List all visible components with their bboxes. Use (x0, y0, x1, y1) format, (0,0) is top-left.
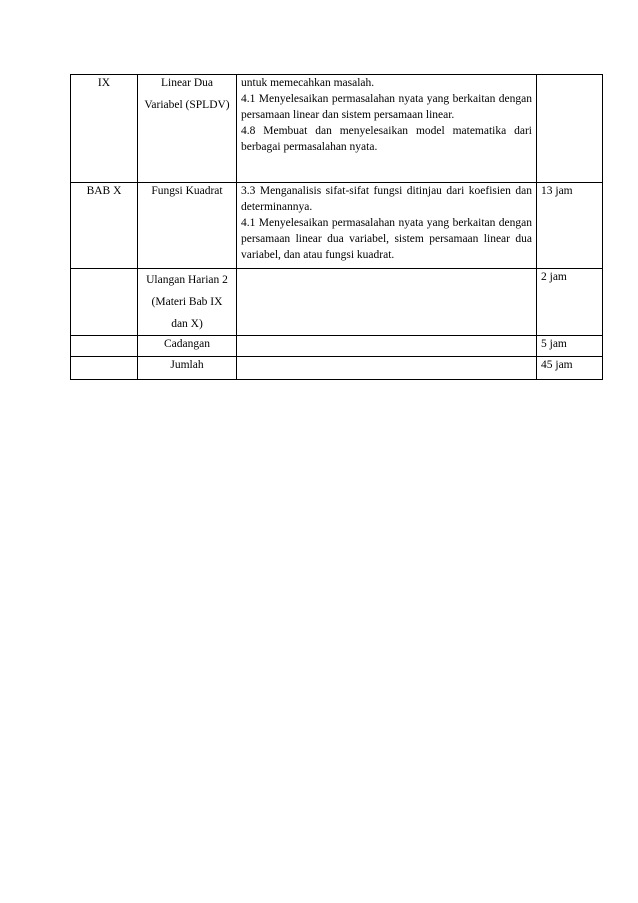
bab-label: BAB X (86, 185, 122, 197)
waktu-cell (537, 269, 603, 336)
bab-cell (71, 336, 138, 357)
table-row (71, 75, 603, 183)
materi-line: Fungsi Kuadrat (151, 185, 223, 197)
bab-cell (71, 75, 138, 183)
materi-line: (Materi Bab IX (151, 296, 223, 308)
bab-cell (71, 357, 138, 380)
materi-line: Cadangan (164, 338, 210, 350)
waktu-value: 13 jam (541, 185, 573, 197)
kd-cell (237, 269, 537, 336)
table-row (71, 183, 603, 269)
kd-paragraph: 4.8 Membuat dan menyelesaikan model matematika dari berbagai permasalahan nyata. (241, 125, 532, 153)
materi-cell (138, 336, 237, 357)
bab-cell (71, 269, 138, 336)
bab-label: IX (97, 77, 111, 89)
kd-cell (237, 336, 537, 357)
syllabus-table (70, 74, 603, 380)
table-row (71, 269, 603, 336)
kd-cell (237, 357, 537, 380)
materi-cell (138, 183, 237, 269)
table-row (71, 336, 603, 357)
kd-cell (237, 183, 537, 269)
kd-paragraph: untuk memecahkan masalah. (241, 77, 375, 89)
kd-cell (237, 75, 537, 183)
waktu-value: 45 jam (541, 359, 573, 371)
kd-paragraph: 3.3 Menganalisis sifat-sifat fungsi ditinjau dari koefisien dan determinannya. (241, 185, 532, 213)
bab-cell (71, 183, 138, 269)
materi-line: Jumlah (170, 359, 204, 371)
waktu-cell (537, 336, 603, 357)
kd-paragraph: 4.1 Menyelesaikan permasalahan nyata yang berkaitan dengan persamaan linear dan sistem persamaan linear. (241, 93, 532, 121)
materi-cell (138, 75, 237, 183)
materi-line: Variabel (SPLDV) (144, 99, 230, 111)
waktu-cell (537, 183, 603, 269)
table-row (71, 357, 603, 380)
kd-paragraph: 4.1 Menyelesaikan permasalahan nyata yang berkaitan dengan persamaan linear dua variabel, sistem persamaan linear dua variabel, dan atau fungsi kuadrat. (241, 217, 532, 261)
materi-line: dan X) (171, 318, 203, 330)
materi-line: Linear Dua (160, 77, 214, 89)
materi-line: Ulangan Harian 2 (146, 274, 228, 286)
waktu-value: 5 jam (541, 338, 567, 350)
waktu-cell (537, 357, 603, 380)
materi-cell (138, 269, 237, 336)
waktu-value: 2 jam (541, 271, 567, 283)
waktu-cell (537, 75, 603, 183)
materi-cell (138, 357, 237, 380)
